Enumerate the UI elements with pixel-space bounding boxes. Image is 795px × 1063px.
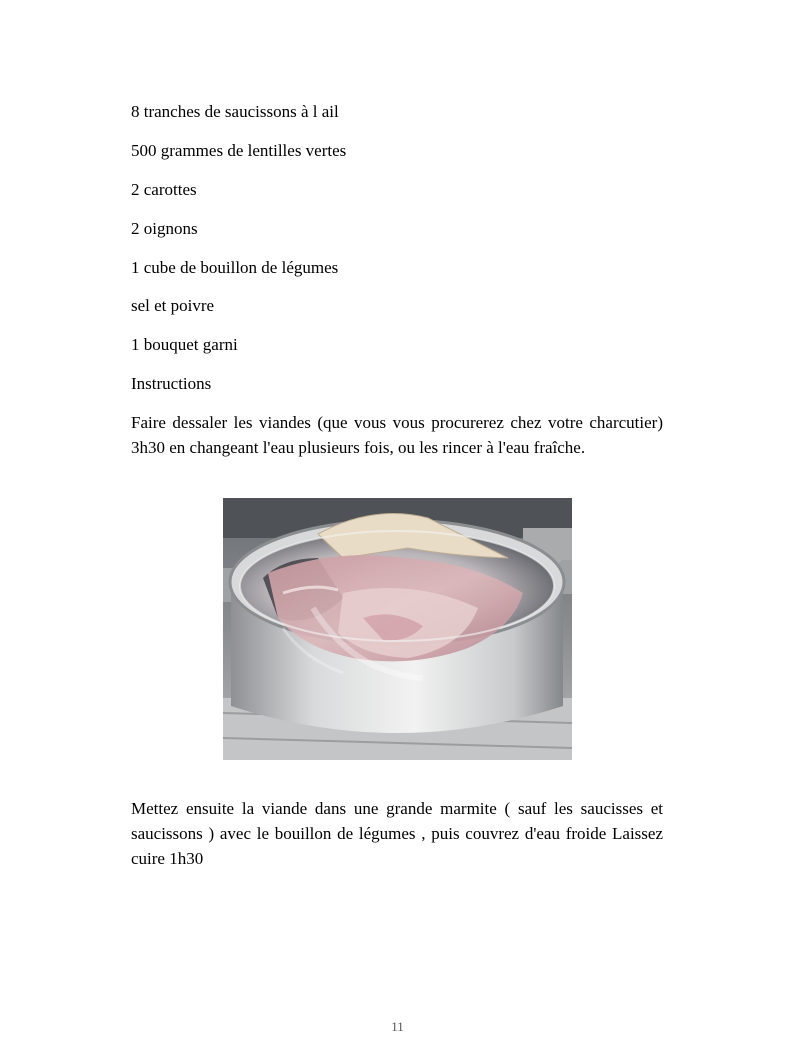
ingredient-line: 2 carottes xyxy=(131,180,197,199)
ingredient-line: 1 bouquet garni xyxy=(131,335,238,354)
cooking-pot-photo xyxy=(223,498,572,760)
ingredient-line: 2 oignons xyxy=(131,219,198,238)
ingredient-line: 500 grammes de lentilles vertes xyxy=(131,141,347,160)
instruction-paragraph-1: Faire dessaler les viandes (que vous vous procurerez chez votre charcutier) 3h30 en changeant l'eau plusieurs fois, ou les rincer à l'eau fraîche. xyxy=(131,413,663,457)
page-number: 11 xyxy=(391,1019,404,1034)
instruction-paragraph-2: Mettez ensuite la viande dans une grande marmite ( sauf les saucisses et saucissons ) avec le bouillon de légumes , puis couvrez d'eau froide Laissez cuire 1h30 xyxy=(131,799,663,868)
ingredient-line: sel et poivre xyxy=(131,296,215,315)
instructions-heading: Instructions xyxy=(131,374,212,393)
ingredient-line: 1 cube de bouillon de légumes xyxy=(131,258,339,277)
ingredient-line: 8 tranches de saucissons à l ail xyxy=(131,102,339,121)
